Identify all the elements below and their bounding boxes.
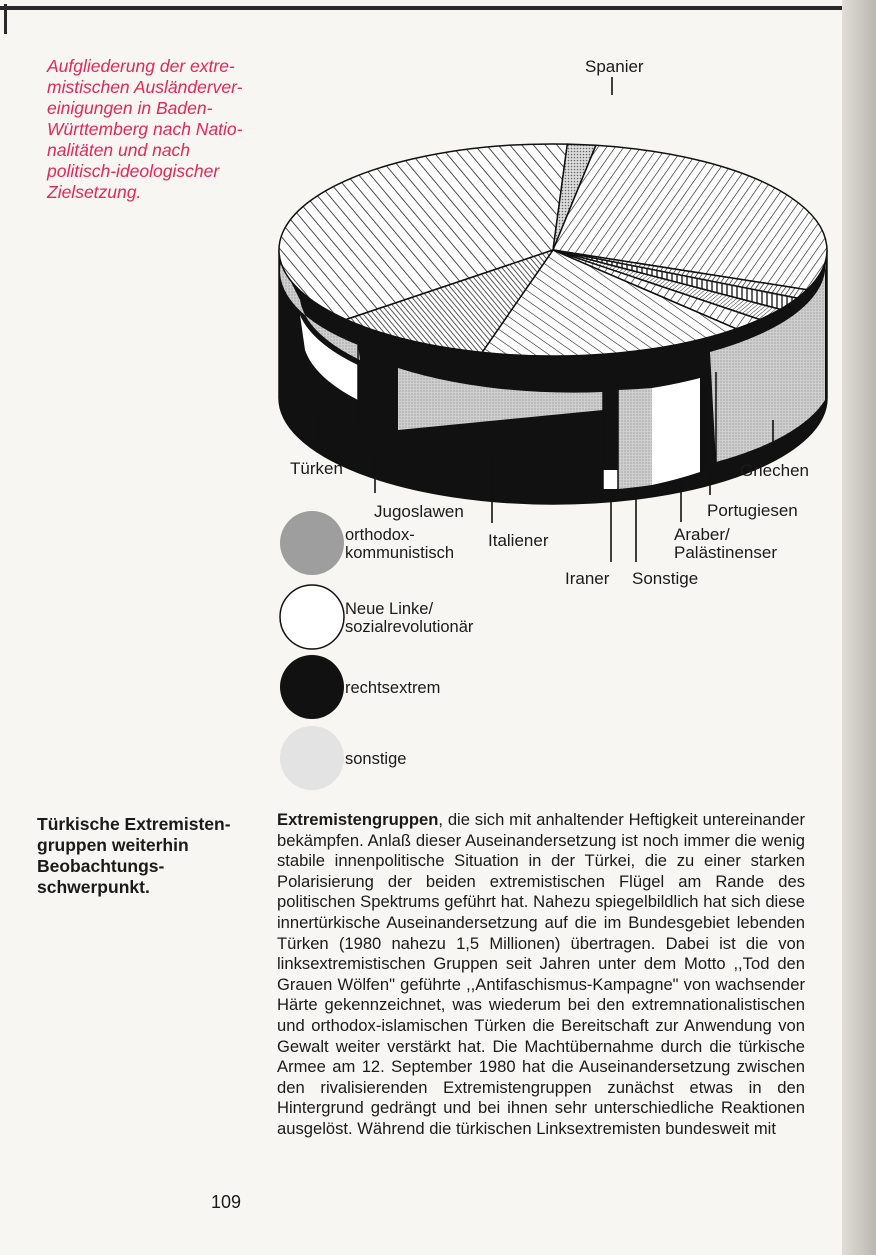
label-italiener: Italiener [488, 531, 549, 550]
legend-label-orthodox: orthodox- kommunistisch [345, 526, 455, 562]
body-paragraph [277, 810, 805, 1140]
legend-swatch-orthodox [280, 511, 344, 575]
figure-caption: Aufgliederung der extre- mistischen Ausländerver- einigungen in Baden- Württemberg nach Natio- nalitäten und nach politisch-ideologischer Zielsetzung. [47, 56, 243, 202]
side-sonstige-grey [618, 388, 652, 489]
label-iraner: Iraner [565, 569, 610, 588]
side-sonstige-white [652, 378, 700, 485]
legend-swatch-sonstige [280, 726, 344, 790]
label-spanier: Spanier [585, 57, 644, 76]
legend-label-neue-linke: Neue Linke/ sozialrevolutionär [345, 600, 474, 636]
label-araber: Araber/ Palästinenser [674, 525, 778, 562]
label-tuerken: Türken [290, 459, 343, 478]
legend-swatch-rechtsextrem [280, 655, 344, 719]
side-iran-white [603, 470, 618, 489]
label-griechen: Griechen [740, 461, 809, 480]
label-jugoslawen: Jugoslawen [374, 502, 464, 521]
body-lead: Extremistengruppen [277, 810, 439, 829]
body-text: , die sich mit anhaltender Heftigkeit untereinander bekämpfen. Anlaß dieser Auseinandersetzung ist noch immer die wenig stabile innenpolitische Situation in der Türkei, die zu einer starken Polarisierung der beiden extremistischen Flügel am Rande des politischen Spektrums geführt hat. Nahezu spiegelbildlich hat sich diese innertürkische Auseinandersetzung auf die im Bundesgebiet lebenden Türken (1980 nahezu 1,5 Millionen) übertragen. Dabei ist die von linksextremistischen Gruppen seit Jahren unter dem Motto ,,Tod den Grauen Wölfen" geführte ,,Antifaschismus-Kampagne" von wachsender Härte gekennzeichnet, was wiederum bei den extremnationalistischen und orthodox-islamischen Türken die Bereitschaft zur Anwendung von Gewalt weiter verstärkt hat. Die Machtübernahme durch die türkische Armee am 12. September 1980 hat die Auseinandersetzung zwischen den rivalisierenden Extremistengruppen zunächst etwas in den Hintergrund gedrängt und bei ihnen sehr unterschiedliche Reaktionen ausgelöst. Während die türkischen Linksextremisten bundesweit mit [277, 810, 805, 1138]
label-portugiesen: Portugiesen [707, 501, 798, 520]
legend-label-rechtsextrem: rechtsextrem [345, 679, 441, 697]
page-number: 109 [211, 1192, 242, 1212]
legend-swatch-neue-linke [280, 585, 344, 649]
label-sonstige: Sonstige [632, 569, 699, 588]
legend-label-sonstige: sonstige [345, 750, 407, 768]
side-heading: Türkische Extremisten- gruppen weiterhin Beobachtungs- schwerpunkt. [37, 814, 231, 897]
